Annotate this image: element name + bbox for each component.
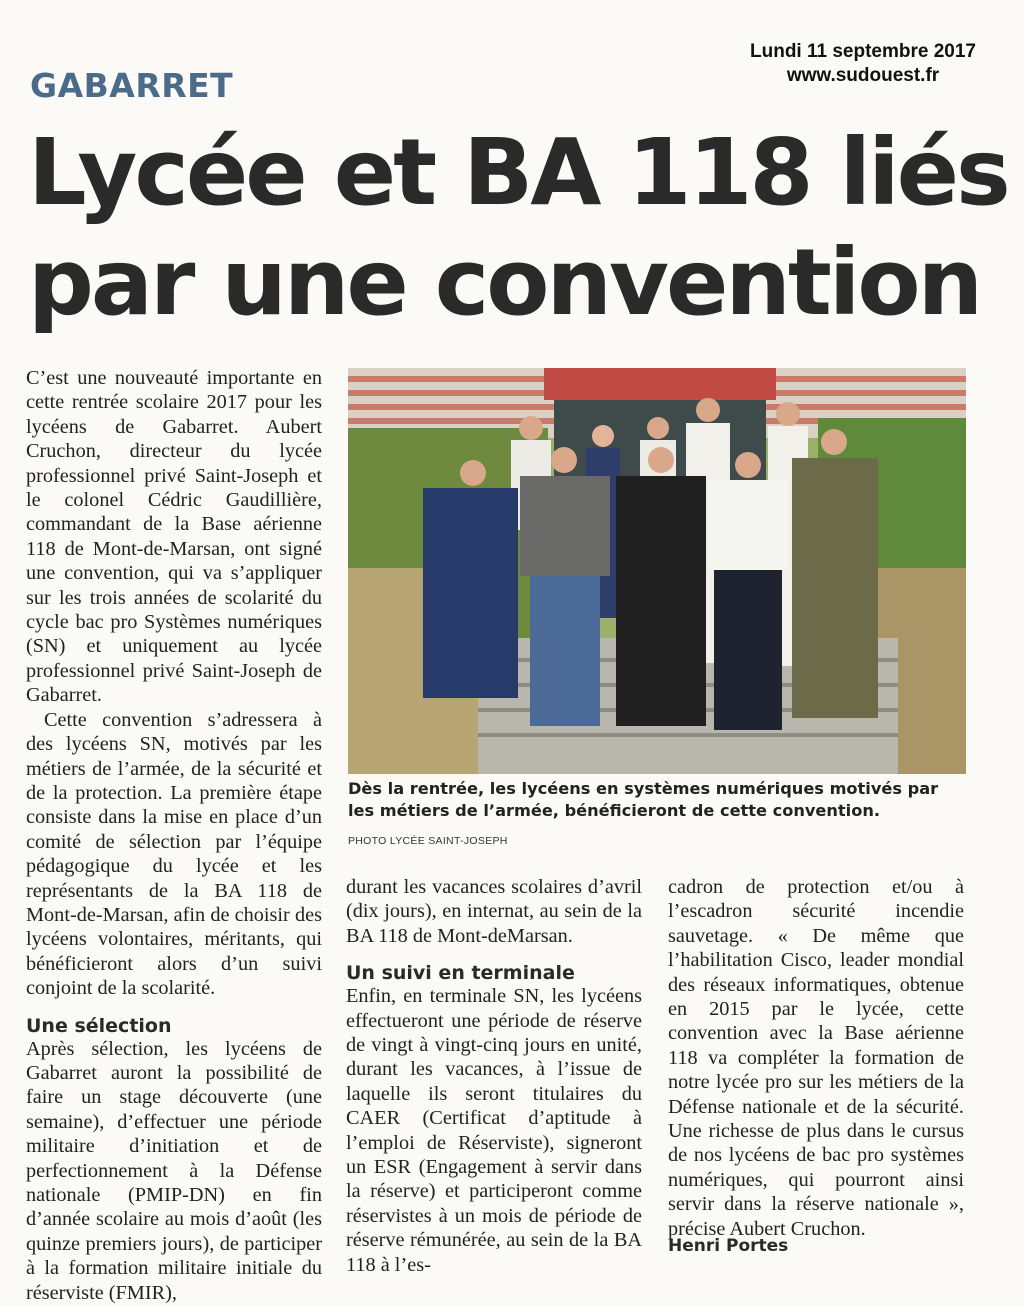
article-column-2 xyxy=(346,875,642,1277)
article-paragraph-2: Cette convention s’adressera à des lycéens SN, motivés par les métiers de l’armée, de la sécurité et de la protection. La première étape consiste dans la mise en place d’un comité de sélection par l’équipe pédagogique du lycée et les représentants de la BA 118 de Mont-de-Marsan, afin de choisir des lycéens volontaires, méritants, qui bénéficieront alors d’un suivi conjoint de la scolarité. xyxy=(26,708,322,1000)
article-paragraph-1: C’est une nouveauté importante en cette rentrée scolaire 2017 pour les lycéens de Gabarret. Aubert Cruchon, directeur du lycée professionnel privé Saint-Joseph et le colonel Cédric Gaudillière, commandant de la Base aérienne 118 de Mont-de-Marsan, ont signé une convention, qui va s’appliquer sur les trois années de scolarité du cycle bac pro Systèmes numériques (SN) et uniquement au lycée professionnel privé Saint-Joseph de Gabarret. xyxy=(26,367,322,707)
publication-date-block xyxy=(750,40,976,88)
article-column-3 xyxy=(668,875,964,1241)
headline-line-2: par une convention xyxy=(28,229,981,336)
publication-website: www.sudouest.fr xyxy=(786,65,940,86)
section-rubric: GABARRET xyxy=(30,66,234,105)
publication-date: Lundi 11 septembre 2017 xyxy=(750,41,976,62)
headline xyxy=(28,118,1008,338)
headline-line-1: Lycée et BA 118 liés xyxy=(28,119,1008,226)
article-paragraph-5: Enfin, en terminale SN, les lycéens effectueront une période de réserve de vingt à vingt-cinq jours en unité, durant les vacances, à l’issue de laquelle ils seront titulaires du CAER (Certificat d’aptitude à l’emploi de Réserviste), signeront un ESR (Engagement à servir dans la réserve) et participeront comme réservistes à un mois de période de réserve rémunérée, au sein de la BA 118 à l’es- xyxy=(346,985,642,1276)
article-paragraph-4: durant les vacances scolaires d’avril (dix jours), en internat, au sein de la BA 118 de Mont-deMarsan. xyxy=(346,876,642,947)
photo-caption: Dès la rentrée, les lycéens en systèmes numériques motivés par les métiers de l’armée, bénéficieront de cette convention. xyxy=(348,779,939,820)
article-paragraph-3: Après sélection, les lycéens de Gabarret auront la possibilité de faire un stage découverte (une semaine), d’effectuer une période militaire d’initiation et de perfectionnement à la Défense nationale (PMIP-DN) en fin d’année scolaire au mois d’août (les quinze premiers jours), de participer à la formation militaire initiale du réserviste (FMIR), xyxy=(26,1037,322,1304)
photo-credit: PHOTO LYCÉE SAINT-JOSEPH xyxy=(348,835,508,847)
article-photo xyxy=(348,368,966,774)
article-column-1 xyxy=(26,366,322,1305)
article-author: Henri Portes xyxy=(668,1236,789,1256)
subheading-selection: Une sélection xyxy=(26,1014,172,1037)
article-paragraph-6: cadron de protection et/ou à l’escadron sécurité incendie sauvetage. « De même que l’habilitation Cisco, leader mondial des réseaux informatiques, obtenue en 2015 par le lycée, cette convention avec la Base aérienne 118 va compléter la formation de notre lycée pro sur les métiers de la Défense nationale et de la sécurité. Une richesse de plus dans le cursus de nos lycéens de bac pro systèmes numériques, qui pourront ainsi servir dans la réserve nationale », précise Aubert Cruchon. xyxy=(668,876,964,1240)
subheading-terminale: Un suivi en terminale xyxy=(346,962,575,985)
group-photo-illustration xyxy=(348,368,966,774)
